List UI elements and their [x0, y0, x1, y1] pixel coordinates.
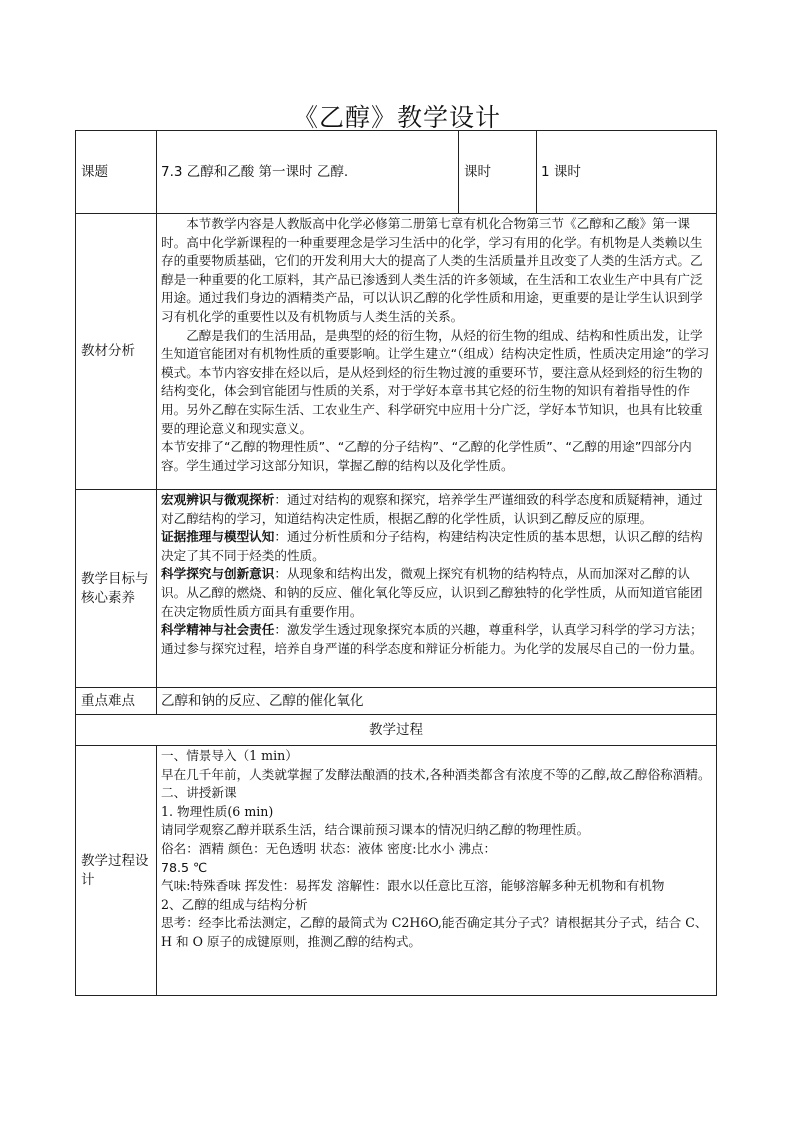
- hours-value: 1 课时: [537, 131, 717, 214]
- process-header-row: [76, 715, 717, 746]
- goal-item: [161, 621, 712, 658]
- material-paragraph-3: 本节安排了“乙醇的物理性质”、“乙醇的分子结构”、“乙醇的化学性质”、“乙醇的用途”四部分内容。学生通过学习这部分知识，掌握乙醇的结构以及化学性质。: [161, 439, 692, 473]
- process-label: 教学过程设计: [76, 746, 157, 996]
- goal-head: 证据推理与模型认知: [161, 529, 275, 545]
- goal-text: ：通过分析性质和分子结构，构建结构决定性质的基本思想，认识乙醇的结构决定了其不同于烃类的性质。: [161, 529, 703, 563]
- key-points-value: 乙醇和钠的反应、乙醇的催化氧化: [157, 688, 717, 715]
- goal-text: ：激发学生透过现象探究本质的兴趣，尊重科学，认真学习科学的学习方法；通过参与探究过程，培养自身严谨的科学态度和辩证分析能力。为化学的发展尽自己的一份力量。: [161, 622, 703, 656]
- goals-label: 教学目标与核心素养: [76, 490, 157, 688]
- physical-props-1: 俗名：酒精 颜色：无色透明 状态：液体 密度:比水小 沸点：: [161, 840, 497, 856]
- section-2-title: 二、讲授新课: [161, 785, 237, 801]
- material-label: 教材分析: [76, 214, 157, 490]
- key-points-row: [76, 688, 717, 715]
- material-paragraph-2: 乙醇是我们的生活用品，是典型的烃的衍生物，从烃的衍生物的组成、结构和性质出发，让学生知道官能团对有机物性质的重要影响。让学生建立“（组成）结构决定性质，性质决定用途”的学习模式。本节内容安排在烃以后，是从烃到烃的衍生物过渡的重要环节，要注意从烃到烃的衍生物的结构变化，体会到官能团与性质的关系，对于学好本章书其它烃的衍生物的知识有着指导性的作用。另外乙醇在实际生活、工农业生产、科学研究中应用十分广泛，学好本节知识，也具有比较重要的理论意义和现实意义。: [161, 327, 710, 436]
- material-paragraph-1: 本节教学内容是人教版高中化学必修第二册第七章有机化合物第三节《乙醇和乙酸》第一课时。高中化学新课程的一种重要理念是学习生活中的化学，学习有用的化学。有机物是人类赖以生存的重要物质基础，它们的开发利用大大的提高了人类的生活质量并且改变了人类的生活方式。乙醇是一种重要的化工原料，其产品已渗透到人类生活的许多领域，在生活和工农业生产中具有广泛用途。通过我们身边的酒精类产品，可以认识乙醇的化学性质和用途，更重要的是让学生认识到学习有机化学的重要性以及有机物质与人类生活的关系。: [161, 216, 703, 324]
- material-content: [157, 214, 717, 490]
- goals-content: [157, 490, 717, 688]
- boiling-point: 78.5 ℃: [161, 859, 208, 875]
- goal-item: [161, 565, 712, 621]
- section-1-title: 一、情景导入（1 min）: [161, 748, 298, 763]
- goal-item: [161, 528, 712, 565]
- hours-label: 课时: [459, 131, 537, 214]
- physical-props-2: 气味:特殊香味 挥发性：易挥发 溶解性：跟水以任意比互溶，能够溶解多种无机物和有机物: [161, 878, 665, 894]
- goal-head: 宏观辨识与微观探析: [161, 492, 275, 507]
- goal-item: [161, 491, 712, 528]
- sub-1-text: 请同学观察乙醇并联系生活，结合课前预习课本的情况归纳乙醇的物理性质。: [161, 822, 590, 838]
- key-points-label: 重点难点: [76, 688, 157, 715]
- sub-2-title: 2、乙醇的组成与结构分析: [161, 896, 308, 912]
- course-value: 7.3 乙醇和乙酸 第一课时 乙醇.: [157, 131, 459, 214]
- goal-head: 科学探究与创新意识: [161, 566, 275, 582]
- sub-2-text: 思考：经李比希法测定，乙醇的最简式为 C2H6O,能否确定其分子式？请根据其分子式，结合 C、H 和 O 原子的成键原则，推测乙醇的结构式。: [161, 915, 708, 949]
- goal-text: ：通过对结构的观察和探究，培养学生严谨细致的科学态度和质疑精神，通过对乙醇结构的学习，知道结构决定性质，根据乙醇的化学性质，认识到乙醇反应的原理。: [161, 492, 703, 526]
- goal-text: ：从现象和结构出发，微观上探究有机物的结构特点，从而加深对乙醇的认识。从乙醇的燃烧、和钠的反应、催化氧化等反应，认识到乙醇独特的化学性质，从而知道官能团在决定物质性质方面具有重要作用。: [161, 566, 703, 619]
- material-row: [76, 214, 717, 490]
- goal-head: 科学精神与社会责任: [161, 622, 275, 638]
- course-label: 课题: [76, 131, 157, 214]
- goals-row: [76, 490, 717, 688]
- process-row: [76, 746, 717, 996]
- course-row: [76, 131, 717, 214]
- lesson-plan-table: [75, 130, 717, 996]
- process-content: [157, 746, 717, 996]
- section-1-text: 早在几千年前，人类就掌握了发酵法酿酒的技术,各种酒类都含有浓度不等的乙醇,故乙醇俗称酒精。: [161, 766, 711, 782]
- document-title: 《乙醇》教学设计: [292, 103, 501, 132]
- process-header: 教学过程: [76, 715, 717, 746]
- sub-1-title: 1. 物理性质(6 min): [161, 803, 274, 819]
